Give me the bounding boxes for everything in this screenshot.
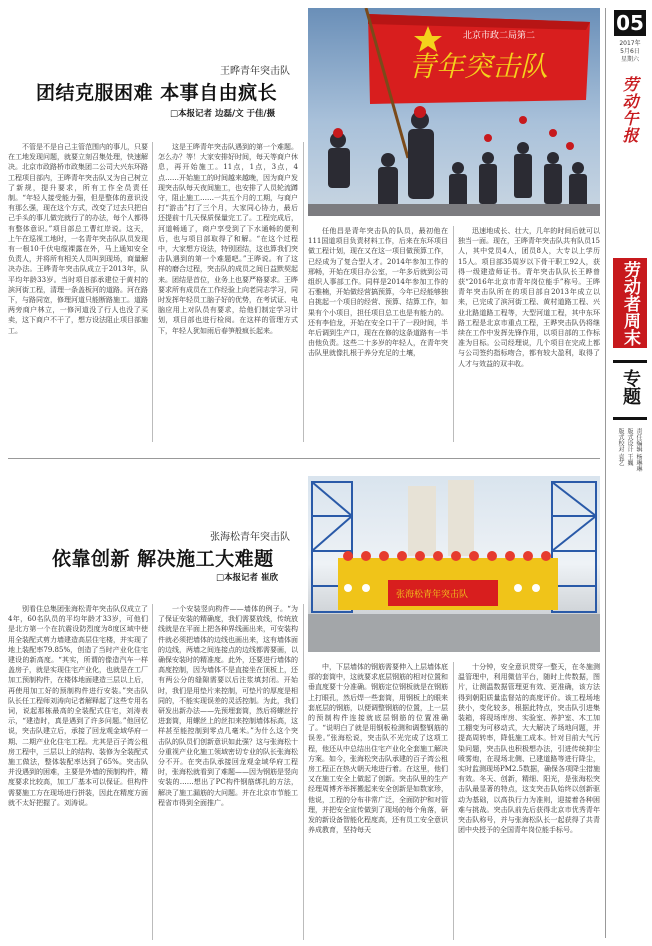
article1-col4: 迅速地成长、壮大，几年的时间后就可以独当一面。现在，王晔青年突击队共有队员15人，其中党员4人，团员8人，大专以上学历15人。项目部35周岁以下骨干职工92人，获得一级建造师证书。青年突击队队长王晔曾获“2016年北京市青年岗位能手”称号。王晔青年突击队所在的项目部自2013年成立以来，已完成了滨河街工程、黄村道路工程、兴业北路道路工程等，大型河道工程，其中东环路工程是北京市重点工程，王晔突击队仍将继续在工作中发挥先锋作用，以项目部的工作标准为目标。公司经理说，几个项目在完成上都与公司签约指标吻合，都有较大盈利，取得了人才与效益的双丰收。 <box>458 227 600 368</box>
credit-proof: 版式校对 袁艺 <box>617 428 624 466</box>
photo-flag-text: 青年突击队 <box>408 50 549 83</box>
col-divider <box>303 142 304 442</box>
article1-col1: 不管是不是自己主管范围内的事儿，只要在工地发现问题，就要立刻召集处理，快速解决。北京市政路桥市政集团二公司大兴东环路工程项目部内，王晔青年突击队又为自己树立了新规，提升要求，所有工作全员责任制。“年轻人接受能力强，但是整体的意识没有那么强，现在这个方式，改变了过去只把自己手头的事儿做完就行了的办法，每个人都得有整体意识。”项目部总工曹红岸说。这天，上午在巡视工地时，一名青年突击队队员发现有一根10千伏电缆裸露在外，马上通知安全负责人，并将所有相关人员叫到现场，商量解决办法。王晔青年突击队成立于2013年，队平均年龄33岁。当时项目部承建位于黄村的滨河街工程，清理一条盖板河的道路。河在路下，与路同宽，修理河道只能断路施工。道路两旁商户林立，一修河道没了行人也没了买卖，这下商户不干了，想方设法阻止项目部施工。 <box>8 143 148 335</box>
date-year: 2017年 <box>619 40 641 47</box>
photo-flag-top-text: 北京市政二局第二 <box>463 31 536 41</box>
credits <box>616 428 643 508</box>
article1-byline: □本报记者 边磊/文 于佳/摄 <box>170 109 276 119</box>
article2-kicker: 张海松青年突击队 <box>210 532 290 543</box>
article1-headline: 团结克服困难 本事自由疯长 <box>36 82 278 104</box>
newspaper-logo: 劳动午报 <box>620 76 639 144</box>
sidebar-divider <box>605 8 606 938</box>
team-flag-scene <box>308 8 600 216</box>
col-divider <box>152 604 153 940</box>
team-site-scene <box>308 476 600 652</box>
article-separator <box>8 458 600 459</box>
page-number: 05 <box>614 10 646 36</box>
masthead <box>610 8 648 938</box>
date-week: 星期六 <box>620 56 639 63</box>
article1-col3: 任他昌是青年突击队的队员，最初他在111国道项目负责材料工作，后来在东环项目做工程计划，现在又在这一项目做预算工作，已经成为了复合型人才。2014年参加工作的邢畅，开始在项目办公室，一年多后就到公司组织人事部工作。同样是2014年参加工作的石雅楠，开始做经营搞预算，今年已经能够独自挑起一个项目的经营、预算、结算工作，如果有个小项目，担任项目总工也是有能力的。还有李伯龙，开始在安全口干了一段时间，半年后调到生产口，现在在修的这条道路有一半由他负责。这些二十多岁的年轻人，在青年突击队里就像扎根于养分充足的土壤， <box>308 227 448 358</box>
topic-box <box>613 360 647 420</box>
article2-col4: 十分钟，安全意识贯穿一整天，在冬施测温管理中，利用微信平台，随时上传数据，图片，让测温数据管理更有效、更准确，该方法得到朝阳质量监督站的高度评价。该工程场地狭小，变化较多，根据此特点，突击队引进集装箱，将现场库房、实验室、养护室、木工加工棚变为可移动式，大大解决了场地问题，并提高周转率，降低施工成本。针对目前大气污染问题，突击队也积极想办法，引进传统抑尘喷雾炮，在现场北侧、已建道路等进行降尘，实时监测现场PM2.5数据，确保各项降尘措施有效。冬天、创新，精细、阳光，是张海松突击队最显著的特点，这支突击队始终以创新驱动为基础，以高执行力为准则，迎接着各种困难与挑战。突击队前先后获得北京市优秀青年突击队称号，并与张海松队长一起获得了共青团中央授予的全国青年岗位能手标号。 <box>458 663 600 835</box>
col-divider <box>303 604 304 940</box>
col-divider <box>453 226 454 442</box>
col-divider <box>152 142 153 442</box>
date-day: 5月6日 <box>620 48 640 55</box>
article1-photo <box>308 8 600 216</box>
article1-col2: 这是王晔青年突击队遇到的第一个难题。怎么办？等！大家安排好时间，每天等商户休息，再开始施工。11点，1点，3点，4点……开始施工的时间越来越晚，因为商户发现突击队每天夜间施工，也安排了人员轮流蹲守，阻止施工……一共五个月的工期，与商户打“游击”打了三个月，大家同心协力，最后还提前十几天保质保量完工了。工程完成后，河道畅通了，商户享受到了下水通畅的便利后，也与项目部取得了和解。“在这个过程中，大家想方设法，特别团结，这也算我们突击队遇到的第一个难题吧。”王晔说。有了这样的磨合过程，突击队的成员之间日益默契起来。团结是首位，业务上也要严格要求。王晔要求所有成员在工作经验上向老同志学习，同时发挥年轻员工脑子好的优势，在考试证、电脑应用上对队员有要求，给他们制定学习计划，项目部也进行检阅。在这样的管理方式下，年轻人犹如雨后春笋般疯长起来。 <box>158 143 298 335</box>
topic-label: 专题 <box>620 369 641 405</box>
photo-banner-text: 张海松青年突击队 <box>396 590 469 600</box>
article2-col2: 一个安装竖向构件——墙体的例子。“为了保证安装的精确度，我们需要放线，传统放线就是在平面上把各种界线画出来，可安装构件就必须把墙体的边线也画出来，这有墙体面的边线，两墙之间连接点的边线都需要画，以确保安装时的精准度。此外，还要进行墙体的高度控制，因为墙体不是直接坐在顶板上，还有两公分的缝隙需要以后注浆填封闭。开始时，我们是用垫片来控制，可垫片的厚度是相同的，不能实现误差的灵活控制。为此，我们研发出新办法——先预埋套筒，然后将螺丝拧进套筒，用螺丝上的丝扣来控制墙体标高，这样甚至能控制到零点几毫米。”为什么这个突击队的队员们创新意识如此强？这与张海松十分重视产业化施工领域密切专业的队长张海松分不开。在突击队承接回龙观金域华府工程时，张海松就看到了难题——因为钢筋是竖向安装的……想出了PC构件钢筋绑扎的方法，解决了施工漏筋的大问题。并在北京市节能工程省市得到全面推广。 <box>158 605 298 807</box>
credit-design: 版式设计 王巍 <box>626 428 633 466</box>
col-divider <box>453 662 454 940</box>
article2-col3: 中，下层墙体的钢筋需要伸入上层墙体底部的套筒中，这就要求底层钢筋的相对位置和垂直度要十分准确。钢筋定位钢板就是在钢筋上打眼孔，然后焊一些套筒，用钢板上的眼来套底层的钢筋，以便调整钢筋的位置，上一层的预制构件连接就底层钢筋的位置准确了。“说明白了就是用钢板检测和调整钢筋的误差。”张海松说，突击队不光完成了这项工程，他还从中总结出住宅产业化全套施工解决方案。如今，张海松突击队承建的百子湾公租房工程正在热火朝天地进行着。在这里，他们又在施工安全上做起了创新。突击队里的生产经理周博齐举挥搬起来安全创新是如数家珍，他说，工程的分布非常广泛，全面防护和对管理，并把安全宣传做到了现场的每个角落，研发的新设备智能化程度高，还有员工安全意识养成教育，坚持每天 <box>308 663 448 835</box>
article2-col1: 别看住总集团张海松青年突击队仅成立了4年，60名队员的平均年龄才33岁，可他们是北方第一个在抗震设防烈度为8度区域中使用全装配式剪力墙建造高层住宅楼，并实现了地上装配率79.85%，创造了当时产业化住宅建设的新高度。“其实，所谓的像造汽车一样盖房子，就是实现住宅产业化，也就是在工厂加工预制构件，在楼体地面建造三层以上后，再使用加工好的预制构件进行安装。”突击队队长任工程师刘涛向记者解释起了这些专用名词，说起那栋最高的全装配式住宅，刘涛表示，“建造时，真是遇到了许多问题。”他回忆说，突击队建立后，承接了回龙观金域华府一期、二期产业化住宅工程。尤其是百子湾公租房工程中，三层以上的结构、装修为全装配式施工做法，整体装配率达到了65%。突击队并没遇到的困难，主要是外墙的预制构件，精度要求比较高，加工厂基本可以保证。但构件需要施工方在现场进行拼装，因此在精度方面就不太好把握了。刘涛说。 <box>8 605 148 807</box>
article1-kicker: 王晔青年突击队 <box>220 66 290 77</box>
credit-editor: 责任编辑 杨琳琳 <box>635 428 642 472</box>
issue-date <box>610 40 650 64</box>
section-name: 劳动者周末 <box>620 260 640 346</box>
article2-byline: □本报记者 崔欣 <box>216 573 278 583</box>
article2-photo <box>308 476 600 652</box>
article2-headline: 依靠创新 解决施工大难题 <box>52 548 274 570</box>
section-band <box>613 258 647 348</box>
